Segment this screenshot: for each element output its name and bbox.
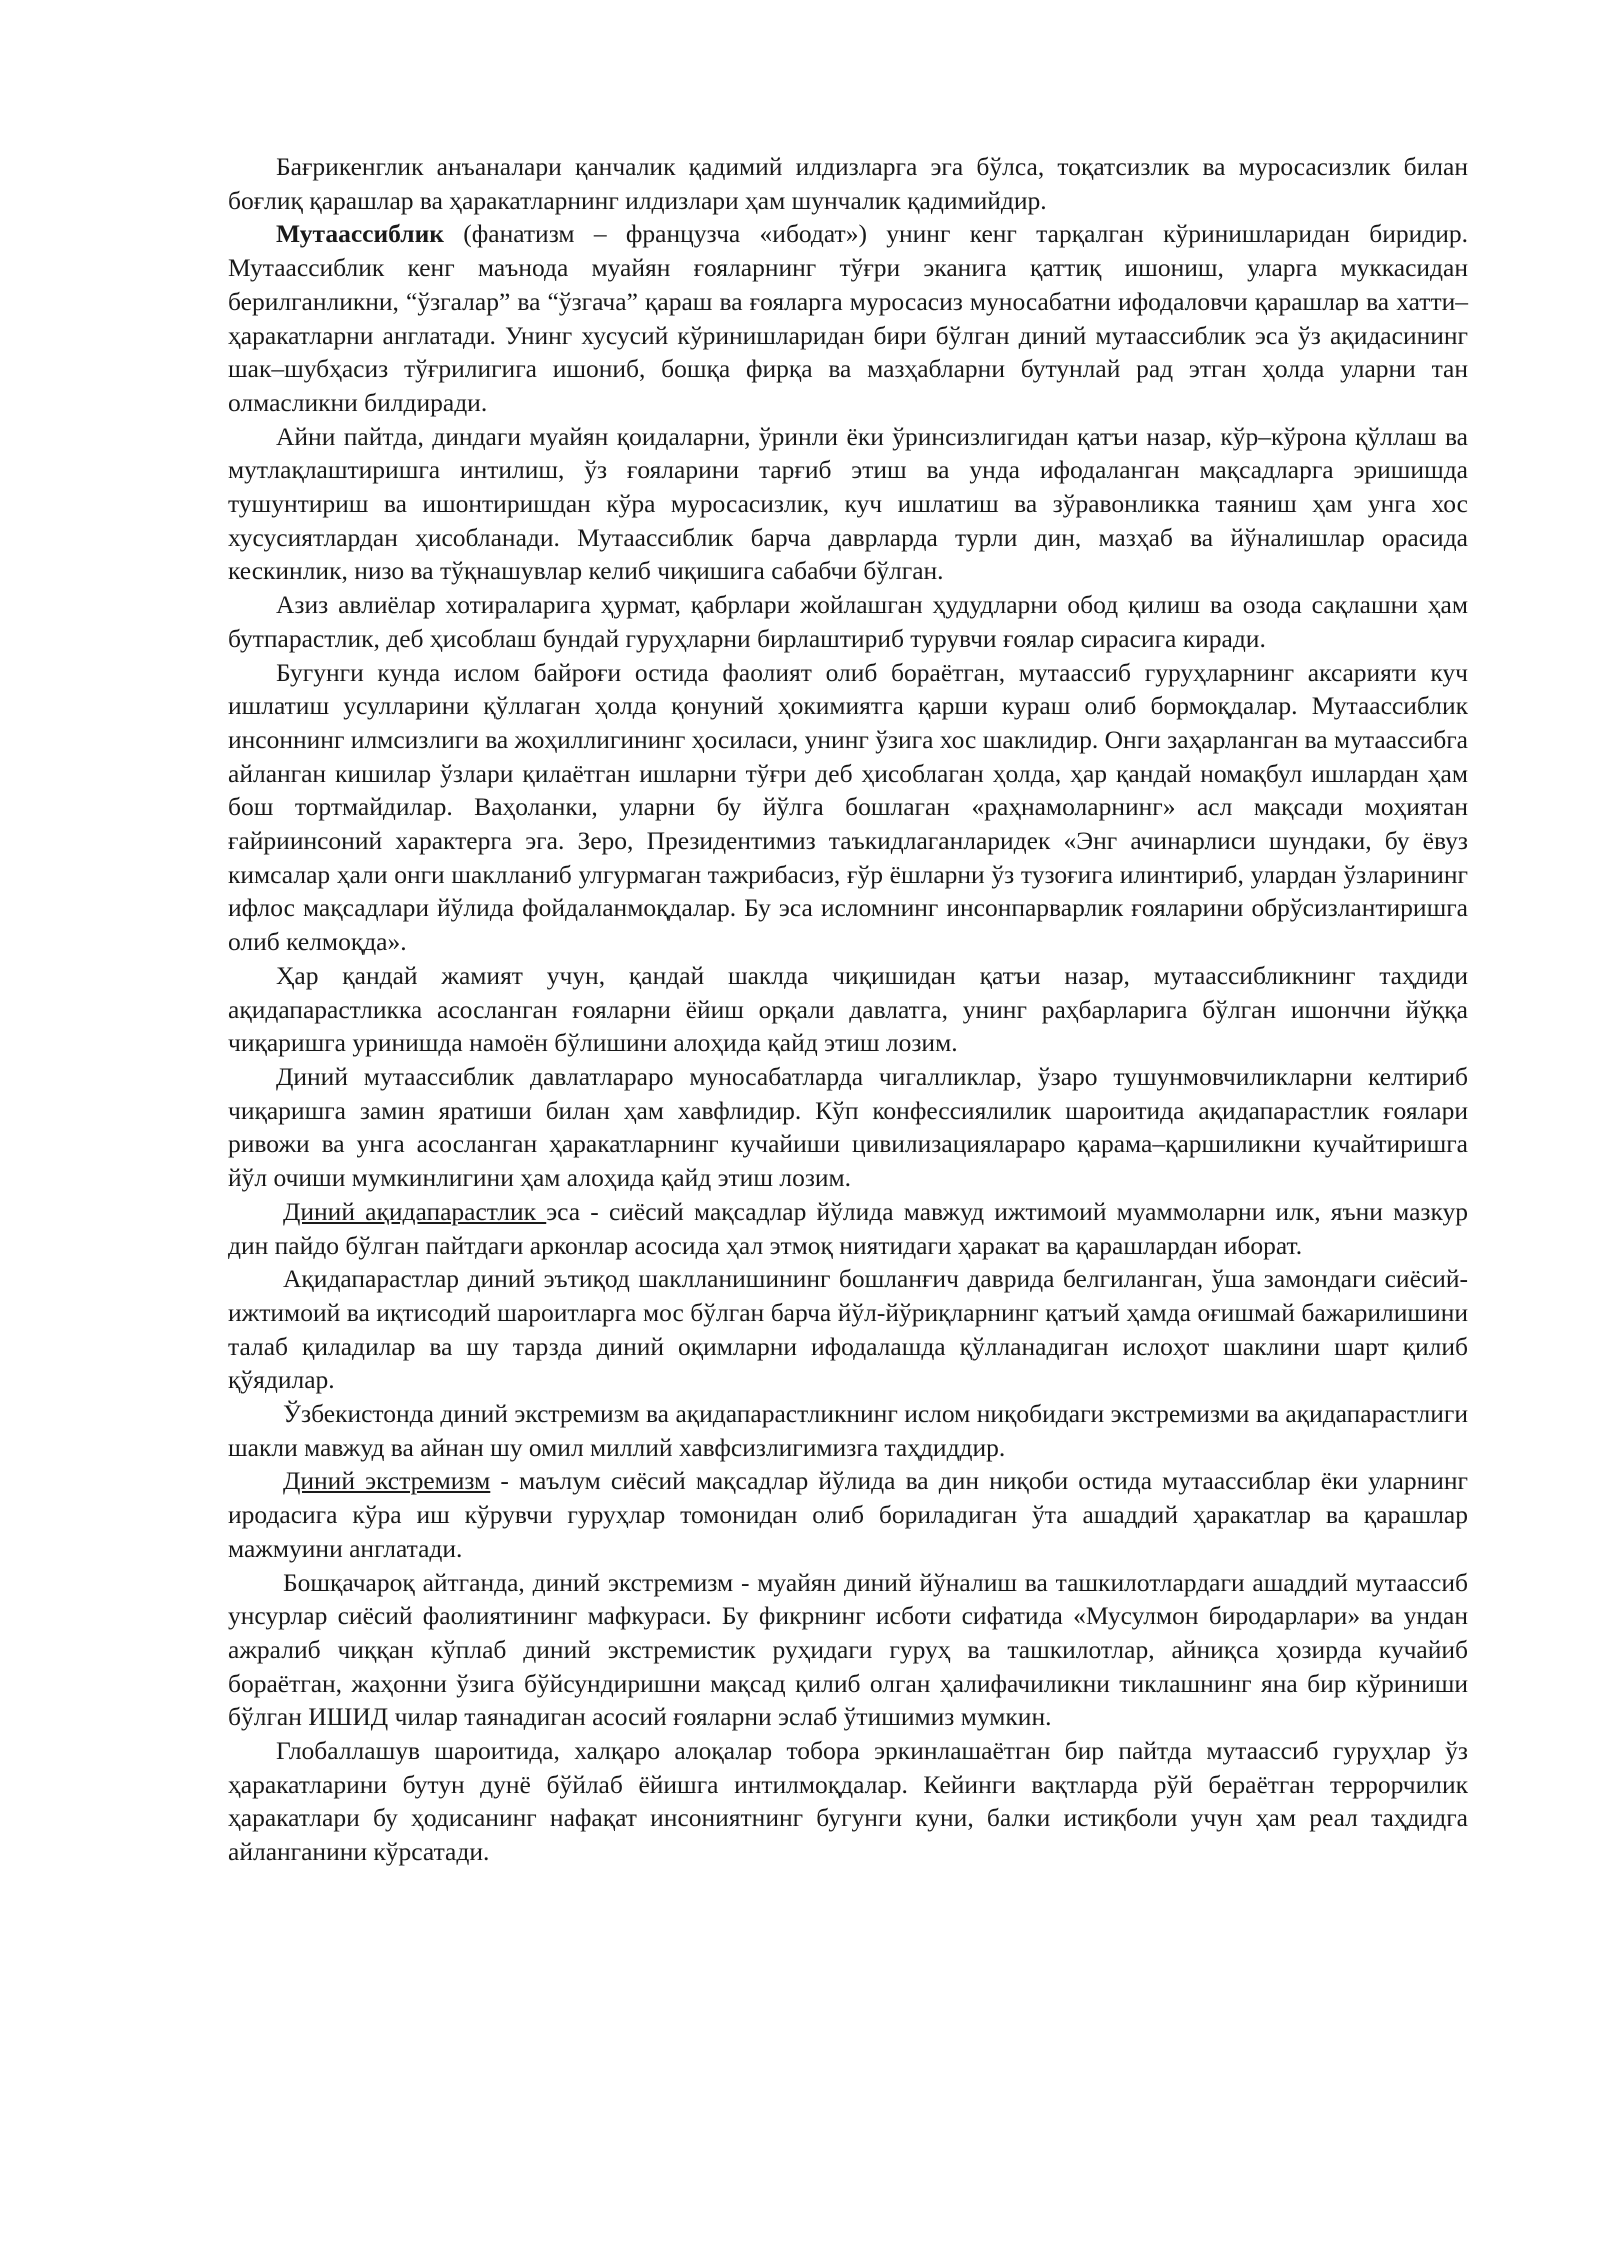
document-body bbox=[228, 150, 1468, 1869]
paragraph-2-text: (фанатизм – французча «ибодат») унинг кенг тарқалган кўринишларидан биридир. Мутаассиблик кенг маънода муайян ғояларнинг тўғри эканига қаттиқ ишониш, уларга муккасидан берилганликни, “ўзгалар” ва “ўзгача” қараш ва ғояларга муросасиз муносабатни ифодаловчи қарашлар ва хатти–ҳаракатларни англатади. Унинг хусусий кўринишларидан бири бўлган диний мутаассиблик эса ўз ақидасининг шак–шубҳасиз тўғрилигига ишониб, бошқа фирқа ва мазҳабларни бутунлай рад этган ҳолда уларни тан олмасликни билдиради. bbox=[228, 219, 1468, 417]
paragraph-12-text: Бошқачароқ айтганда, диний экстремизм - муайян диний йўналиш ва ташкилотлардаги ашаддий мутаассиб унсурлар сиёсий фаолиятининг мафкураси. Бу фикрнинг исботи сифатида «Мусулмон биродарлари» ва ундан ажралиб чиққан кўплаб диний экстремистик руҳидаги гуруҳ ва ташкилотлар, айниқса ҳозирда кучайиб бораётган, жаҳонни ўзига бўйсундиришни мақсад қилиб олган ҳалифачиликни тиклашнинг яна бир кўриниши бўлган ИШИД чилар таянадиган асосий ғояларни эслаб ўтишимиз мумкин. bbox=[228, 1567, 1468, 1732]
paragraph-3-text: Айни пайтда, диндаги муайян қоидаларни, ўринли ёки ўринсизлигидан қатъи назар, кўр–кўрона қўллаш ва мутлақлаштиришга интилиш, ўз ғояларини тарғиб этиш ва унда ифодаланган мақсадларга эришишда тушунтириш ва ишонтиришдан кўра муросасизлик, куч ишлатиш ва зўравонликка таяниш ҳам унга хос хусусиятлардан ҳисобланади. Мутаассиблик барча даврларда турли дин, мазҳаб ва йўналишлар орасида кескинлик, низо ва тўқнашувлар келиб чиқишига сабабчи бўлган. bbox=[228, 421, 1468, 586]
paragraph-5-text: Бугунги кунда ислом байроғи остида фаолият олиб бораётган, мутаассиб гуруҳларнинг аксарияти куч ишлатиш усулларини қўллаган ҳолда қонуний ҳокимиятга қарши кураш олиб бормоқдалар. Мутаассиблик инсоннинг илмсизлиги ва жоҳиллигининг ҳосиласи, унинг ўзига хос шаклидир. Онги заҳарланган ва мутаассибга айланган кишилар ўзлари қилаётган ишларни тўғри деб ҳисоблаган ҳолда, ҳар қандай номақбул ишлардан ҳам бош тортмайдилар. Ваҳоланки, уларни бу йўлга бошлаган «раҳнамоларнинг» асл мақсади моҳиятан ғайриинсоний характерга эга. Зеро, Президентимиз таъкидлаганларидек «Энг ачинарлиси шундаки, бу ёвуз кимсалар ҳали онги шаклланиб улгурмаган тажрибасиз, ғўр ёшларни ўз тузоғига илинтириб, улардан ўзларининг ифлос мақсадлари йўлида фойдаланмоқдалар. Бу эса исломнинг инсонпарварлик ғояларини обрўсизлантиришга олиб келмоқда». bbox=[228, 657, 1468, 957]
paragraph-11-text: - маълум сиёсий мақсадлар йўлида ва дин ниқоби остида мутаассиблар ёки уларнинг иродасига кўра иш кўрувчи гуруҳлар томонидан олиб бориладиган ўта ашаддий ҳаракатлар ва қарашлар мажмуини англатади. bbox=[228, 1466, 1468, 1563]
paragraph-2 bbox=[228, 217, 1468, 419]
term-mutaassiblik: Мутаассиблик bbox=[276, 219, 444, 249]
paragraph-5 bbox=[228, 656, 1468, 959]
paragraph-1-text: Бағрикенглик анъаналари қанчалик қадимий илдизларга эга бўлса, тоқатсизлик ва муросасизлик билан боғлиқ қарашлар ва ҳаракатларнинг илдизлари ҳам шунчалик қадимийдир. bbox=[228, 152, 1468, 215]
paragraph-13-text: Глобаллашув шароитида, халқаро алоқалар тобора эркинлашаётган бир пайтда мутаассиб гуруҳлар ўз ҳаракатларини бутун дунё бўйлаб ёйишга интилмоқдалар. Кейинги вақтларда рўй бераётган террорчилик ҳаракатлари бу ҳодисанинг нафақат инсониятнинг бугунги куни, балки истиқболи учун ҳам реал таҳдидга айланганини кўрсатади. bbox=[228, 1736, 1468, 1867]
paragraph-12 bbox=[228, 1566, 1468, 1735]
paragraph-9 bbox=[228, 1262, 1468, 1397]
paragraph-9-text: Ақидапарастлар диний эътиқод шаклланишининг бошланғич даврида белгиланган, ўша замондаги сиёсий-ижтимоий ва иқтисодий шароитларга мос бўлган барча йўл-йўриқларнинг қатъий ҳамда оғишмай бажарилишини талаб қиладилар ва шу тарзда диний оқимларни ифодалашда қўлланадиган ислоҳот шаклини шарт қилиб қўядилар. bbox=[228, 1264, 1468, 1395]
paragraph-13 bbox=[228, 1734, 1468, 1869]
paragraph-11 bbox=[228, 1464, 1468, 1565]
paragraph-1 bbox=[228, 150, 1468, 217]
paragraph-7 bbox=[228, 1060, 1468, 1195]
paragraph-10-text: Ўзбекистонда диний экстремизм ва ақидапарастликнинг ислом ниқобидаги экстремизми ва ақидапарастлиги шакли мавжуд ва айнан шу омил миллий хавфсизлигимизга таҳдиддир. bbox=[228, 1399, 1468, 1462]
paragraph-4-text: Азиз авлиёлар хотираларига ҳурмат, қабрлари жойлашган ҳудудларни обод қилиш ва озода сақлашни ҳам бутпарастлик, деб ҳисоблаш бундай гуруҳларни бирлаштириб турувчи ғоялар сирасига киради. bbox=[228, 590, 1468, 653]
paragraph-10 bbox=[228, 1397, 1468, 1464]
paragraph-8-text: эса - сиёсий мақсадлар йўлида мавжуд ижтимоий муаммоларни илк, яъни мазкур дин пайдо бўлган пайтдаги арконлар асосида ҳал этмоқ ниятидаги ҳаракат ва қарашлардан иборат. bbox=[228, 1196, 1468, 1260]
paragraph-8 bbox=[228, 1195, 1468, 1262]
term-diniy-aqidaparastlik: Диний ақидапарастлик bbox=[283, 1196, 547, 1226]
paragraph-6-text: Ҳар қандай жамият учун, қандай шаклда чиқишидан қатъи назар, мутаассибликнинг таҳдиди ақидапарастликка асосланган ғояларни ёйиш орқали давлатга, унинг раҳбарларига бўлган ишончни йўққа чиқаришга уринишда намоён бўлишини алоҳида қайд этиш лозим. bbox=[228, 960, 1468, 1058]
paragraph-4 bbox=[228, 588, 1468, 655]
paragraph-6 bbox=[228, 959, 1468, 1060]
term-diniy-ekstremizm: Диний экстремизм bbox=[283, 1466, 491, 1496]
paragraph-7-text: Диний мутаассиблик давлатлараро муносабатларда чигалликлар, ўзаро тушунмовчиликларни келтириб чиқаришга замин яратиши билан ҳам хавфлидир. Кўп конфессиялилик шароитида ақидапарастлик ғоялари ривожи ва унга асосланган ҳаракатларнинг кучайиши цивилизациялараро қарама–қаршиликни кучайтиришга йўл очиши мумкинлигини ҳам алоҳида қайд этиш лозим. bbox=[228, 1061, 1468, 1193]
paragraph-3 bbox=[228, 420, 1468, 589]
